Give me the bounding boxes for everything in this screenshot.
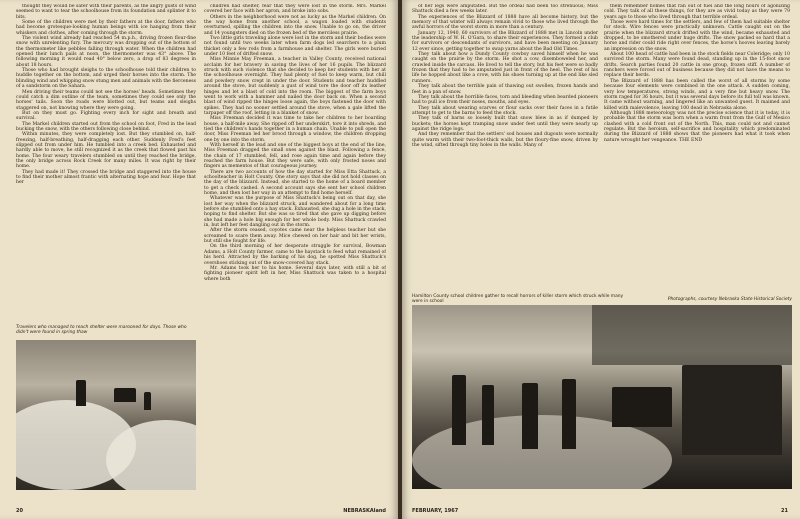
left-column-2 [204,4,386,504]
paragraph: Although 1888 meteorology was not the precise science that it is today, it is probable that the storm was born when a warm front from the Gulf of Mexico clashed with a cold front out of the North. This, man could not and cannot regulate. But the heroism, self-sacrifice and hospitality which predominated during the Blizzard of 1888 shows that the pioneers had what it took when nature wrought her vengeance. THE END [604,110,790,143]
paragraph: Whatever was the purpose of Miss Shattuck's being out on that day, she lost her way when the blizzard struck, and wandered about for a long time before she stumbled onto a hay stack. Exhausted, she dug a hole in the stack, hoping to find shelter. But she was so tired that she gave up digging before she had made a hole big enough for her whole body. Miss Shattuck crawled in, but left her feet dangling out in the storm. [204,196,386,229]
horse-figure [114,388,136,402]
paragraph: Within minutes, they were completely lost. But they stumbled on, half-freezing, half-breathing, half-dragging each other. Suddenly Fred's feet slipped out from under him. He tumbled into a creek bed. Exhausted and hardly able to move, he still recognized it as the creek that flowed past his home. The four weary travelers stumbled on until they reached the bridge, the only bridge across Rock Creek for many miles. It was right by their home. [16,132,196,170]
paragraph: January 12, 1940, 60 survivors of the Blizzard of 1888 met in Lincoln under the leadership of W. H. O'Gara, to share their experiences. They formed a club for survivors or descendants of survivors, and have been meeting on January 12 ever since, getting together to swap yarns about the Bad Old Times. [412,30,598,52]
paragraph: They had made it! They crossed the bridge and staggered into the house to find their mother almost frantic with alternating hope and fear. Hope that her [16,169,196,186]
school-children-photo [412,305,792,489]
paragraph: Miss Minnie May Freeman, a teacher in Valley County, received national acclaim for her bravery in saving the lives of her 16 pupils. The blizzard struck with such violence that she decided to keep her students with her at the schoolhouse overnight. They had plenty of fuel to keep warm, but chill and powdery snow crept in under the door. Students and teacher huddled around the stove, but suddenly a gust of wind tore the door off its leather hinges and let a blast of cold into the room. The biggest of the farm boys went to work with a hammer and nailed the door back on. When a second blast of wind ripped the hinges loose again, the boys fastened the door with spikes. They had no sooner settled around the stove, when a gale lifted the tarpaper off the roof, letting in a blanket of snow. [204,57,386,116]
paragraph: children had shelter, fear that they were lost in the storm. Mrs. Markel covered her face with her apron, and broke into sobs. [204,4,386,15]
paragraph: After the storm ceased, coyotes came near the helpless teacher but she screamed to scare them away. Mice chewed on her hair and bit her wrists, but still she fought for life. [204,228,386,245]
traveler-figure [144,392,151,410]
page-number: 20 [16,508,23,514]
photo-caption: Travelers who managed to reach shelter were marooned for days. Those who didn't were found in spring thaw [16,325,187,336]
person-figure [562,379,576,449]
left-column-1 [16,4,196,322]
paragraph: They talk about wearing scarves or flour sacks over their faces in a futile attempt to get to the barns to feed the stock. [412,105,598,116]
paragraph: Mr. Adams took her to his home. Several days later, with still a bit of fighting pioneer spirit left in her, Miss Shattuck was taken to a hospital where both [204,265,386,282]
paragraph: of her legs were amputated. But the ordeal had been too strenuous; Miss Shattuck died a few weeks later. [412,4,598,15]
right-column-1 [412,4,598,290]
paragraph: They talk about the horrible faces, torn and bleeding when bearded pioneers had to pull ice from their noses, mouths, and eyes. [412,94,598,106]
right-column-2 [604,4,790,290]
paragraph: But on they must go. Fighting every inch for sight and breath and survival. [16,110,196,122]
paragraph: The experiences of the Blizzard of 1888 have all become history, but the memory of that winter will always remain vivid to those who lived through the awful horrors of the worst storm in more than a century. [412,14,598,31]
paragraph: There are two accounts of how the day started for Miss Etta Shattuck, a schoolteacher in Holt County. One story says that she did not hold classes on the day of the blizzard. Instead, she started to the home of a board member to get a check cashed. A second account says she sent her school children home, and then lost her way in an attempt to find home herself. [204,169,386,197]
paragraph: Others in the neighborhood were not as lucky as the Markel children. On the way home from another school, a wagon loaded with students overturned, spilling the children into the snow. Unable to go on, the driver and 14 youngsters died on the frozen bed of the merciless prairie. [204,14,386,36]
paragraph: They talk of barns so loosely built that snow blew in as if dumped by buckets; the horses kept tramping snow under feet until they were nearly up against the ridge logs. [412,116,598,132]
paragraph: thought they would be safer with their parents, as the angry gusts of wind seemed to want to tear the schoolhouse from its foundation and splinter it to bits. [16,4,196,20]
snow-scene-photo [16,340,196,490]
person-figure [452,375,466,445]
photo-caption: Hamilton County school children gather to recall horrors of killer storm which struck while many were in school [412,294,624,305]
tree-line [592,305,792,365]
paragraph: Some of the children were met by their fathers at the door, fathers who had become grotesque-looking human beings with ice hanging from their whiskers and clothes, after coming through the storm. [16,20,196,36]
person-figure [522,383,538,449]
crowd-group [682,365,782,455]
page-number: 21 [781,508,788,514]
paragraph: Men driving their teams could not see the horses' heads. Sometimes they could catch a dim outline of the team, sometimes they could see only the horses' tails. Soon the roads were blotted out, but teams and sleighs staggered on, not knowing where they were going. [16,89,196,111]
person-figure [482,385,494,445]
traveler-figure [76,380,86,406]
magazine-name: NEBRASKAland [343,508,386,514]
issue-date: FEBRUARY, 1967 [412,508,459,514]
paragraph: They talk about the terrible pain of thawing out swollen, frozen hands and feet in a pan of snow. [412,84,598,95]
right-page [402,0,800,519]
photo-credit: Photographs, courtesy Nebraska State Historical Society [667,297,792,302]
paragraph: And they remember that the settlers' sod houses and dugouts were normally quite warm with their two-foot-thick walls, but the floury-fine snow, driven by the wind, sifted through tiny holes in the walls. Many of [412,132,598,148]
paragraph: They talk about how a Dundy County cowboy saved himself when he was caught on the prairie by the storm. He shot a cow, disemboweled her, and crawled inside the carcass. He lived to tell the story, but his feet were so badly frozen that they had to be amputated just in front of the heel. The rest of his life he hopped about like a crow, with his shoes turning up at the end like sled runners. [412,52,598,84]
paragraph: About 100 head of cattle had been in the stock fields near Coleridge; only 10 survived the storm. Many were found dead, standing up in the 15-foot snow drifts. Search parties found 20 cattle in one group, frozen stiff. A number of ranchers were forced out of business because they did not have the means to replace their herds. [604,52,790,79]
paragraph: On the third morning of her desperate struggle for survival, Bowman Adams, a Holt County farmer, came to the haystack to feed what remained of his herd. Attracted by the barking of his dog, he spotted Miss Shattuck's overshoes sticking out of the snow-covered hay stack. [204,244,386,266]
left-page [0,0,398,519]
paragraph: Two little girls traveling alone were lost in the storm and their bodies were not found until two weeks later when farm dogs led searchers to a plum thicket only a few rods from a farmhouse and shelter. The girls were buried under 10 feet of drifted snow. [204,36,386,58]
paragraph: them remember homes that ran out of fuel and the long hours of agonizing cold. They talk of all these things, for they are as vivid today as they were 79 years ago to those who lived through that terrible ordeal. [604,4,790,20]
paragraph: With herself in the lead and one of the biggest boys at the end of the line, Miss Freeman dragged the small ones against the blast. Following a fence, the chain of 17 stumbled, fell, and rose again time and again before they reached the farm house. But they were safe, with only frosted noses and fingers as mementos of that courageous journey. [204,142,386,170]
crowd-group [612,387,672,427]
paragraph: Those who had brought sleighs to the schoolhouse told their children to huddle together on the bottom, and urged their horses into the storm. The blinding wind and whipping snow stung men and animals with the fierceness of a sandstorm on the Sahara. [16,68,196,90]
paragraph: The Blizzard of 1888 has been called the worst of all storms by some because four elements were combined in the one attack. A sudden coming, very low temperatures, strong winds, and a very fine but heavy snow. The storm raged for 36 hours, but it was several days before its full toll was known. It came without warning, and lingered like an unwanted guest. It maimed and killed with malevolence, leaving 100 dead in Nebraska alone. [604,78,790,111]
paragraph: Miss Freeman decided it was time to take her children to her boarding house, a half-mile away. She ripped off her underskirt, tore it into shreds, and tied the children's hands together in a human chain. Unable to pull open the door, Miss Freeman led her brood through a window, the children dropping one by one into the storm. [204,116,386,143]
paragraph: Those were hard times for the settlers, and few of them had suitable shelter for stock. Wire fences were practically unknown. Cattle caught out on the prairie when the blizzard struck drifted with the wind, became exhausted and dropped, to be smothered under huge drifts. The snow packed so hard that a horse and rider could ride right over fences, the horse's hooves leaving barely an impression on the snow. [604,20,790,52]
paragraph: The violent wind already had reached 54 m.p.h., driving frozen flour-fine snow with unrelenting fury. The mercury was dropping out of the bottom of the thermometer like pebbles falling through water. When the children had opened their lunch pails at noon, the thermometer was 43° above. The following morning it would read 40° below zero, a drop of 83 degrees in about 18 hours. [16,36,196,68]
paragraph: The Markel children started out from the school on foot, Fred in the lead bucking the snow, with the others following close behind. [16,121,196,132]
